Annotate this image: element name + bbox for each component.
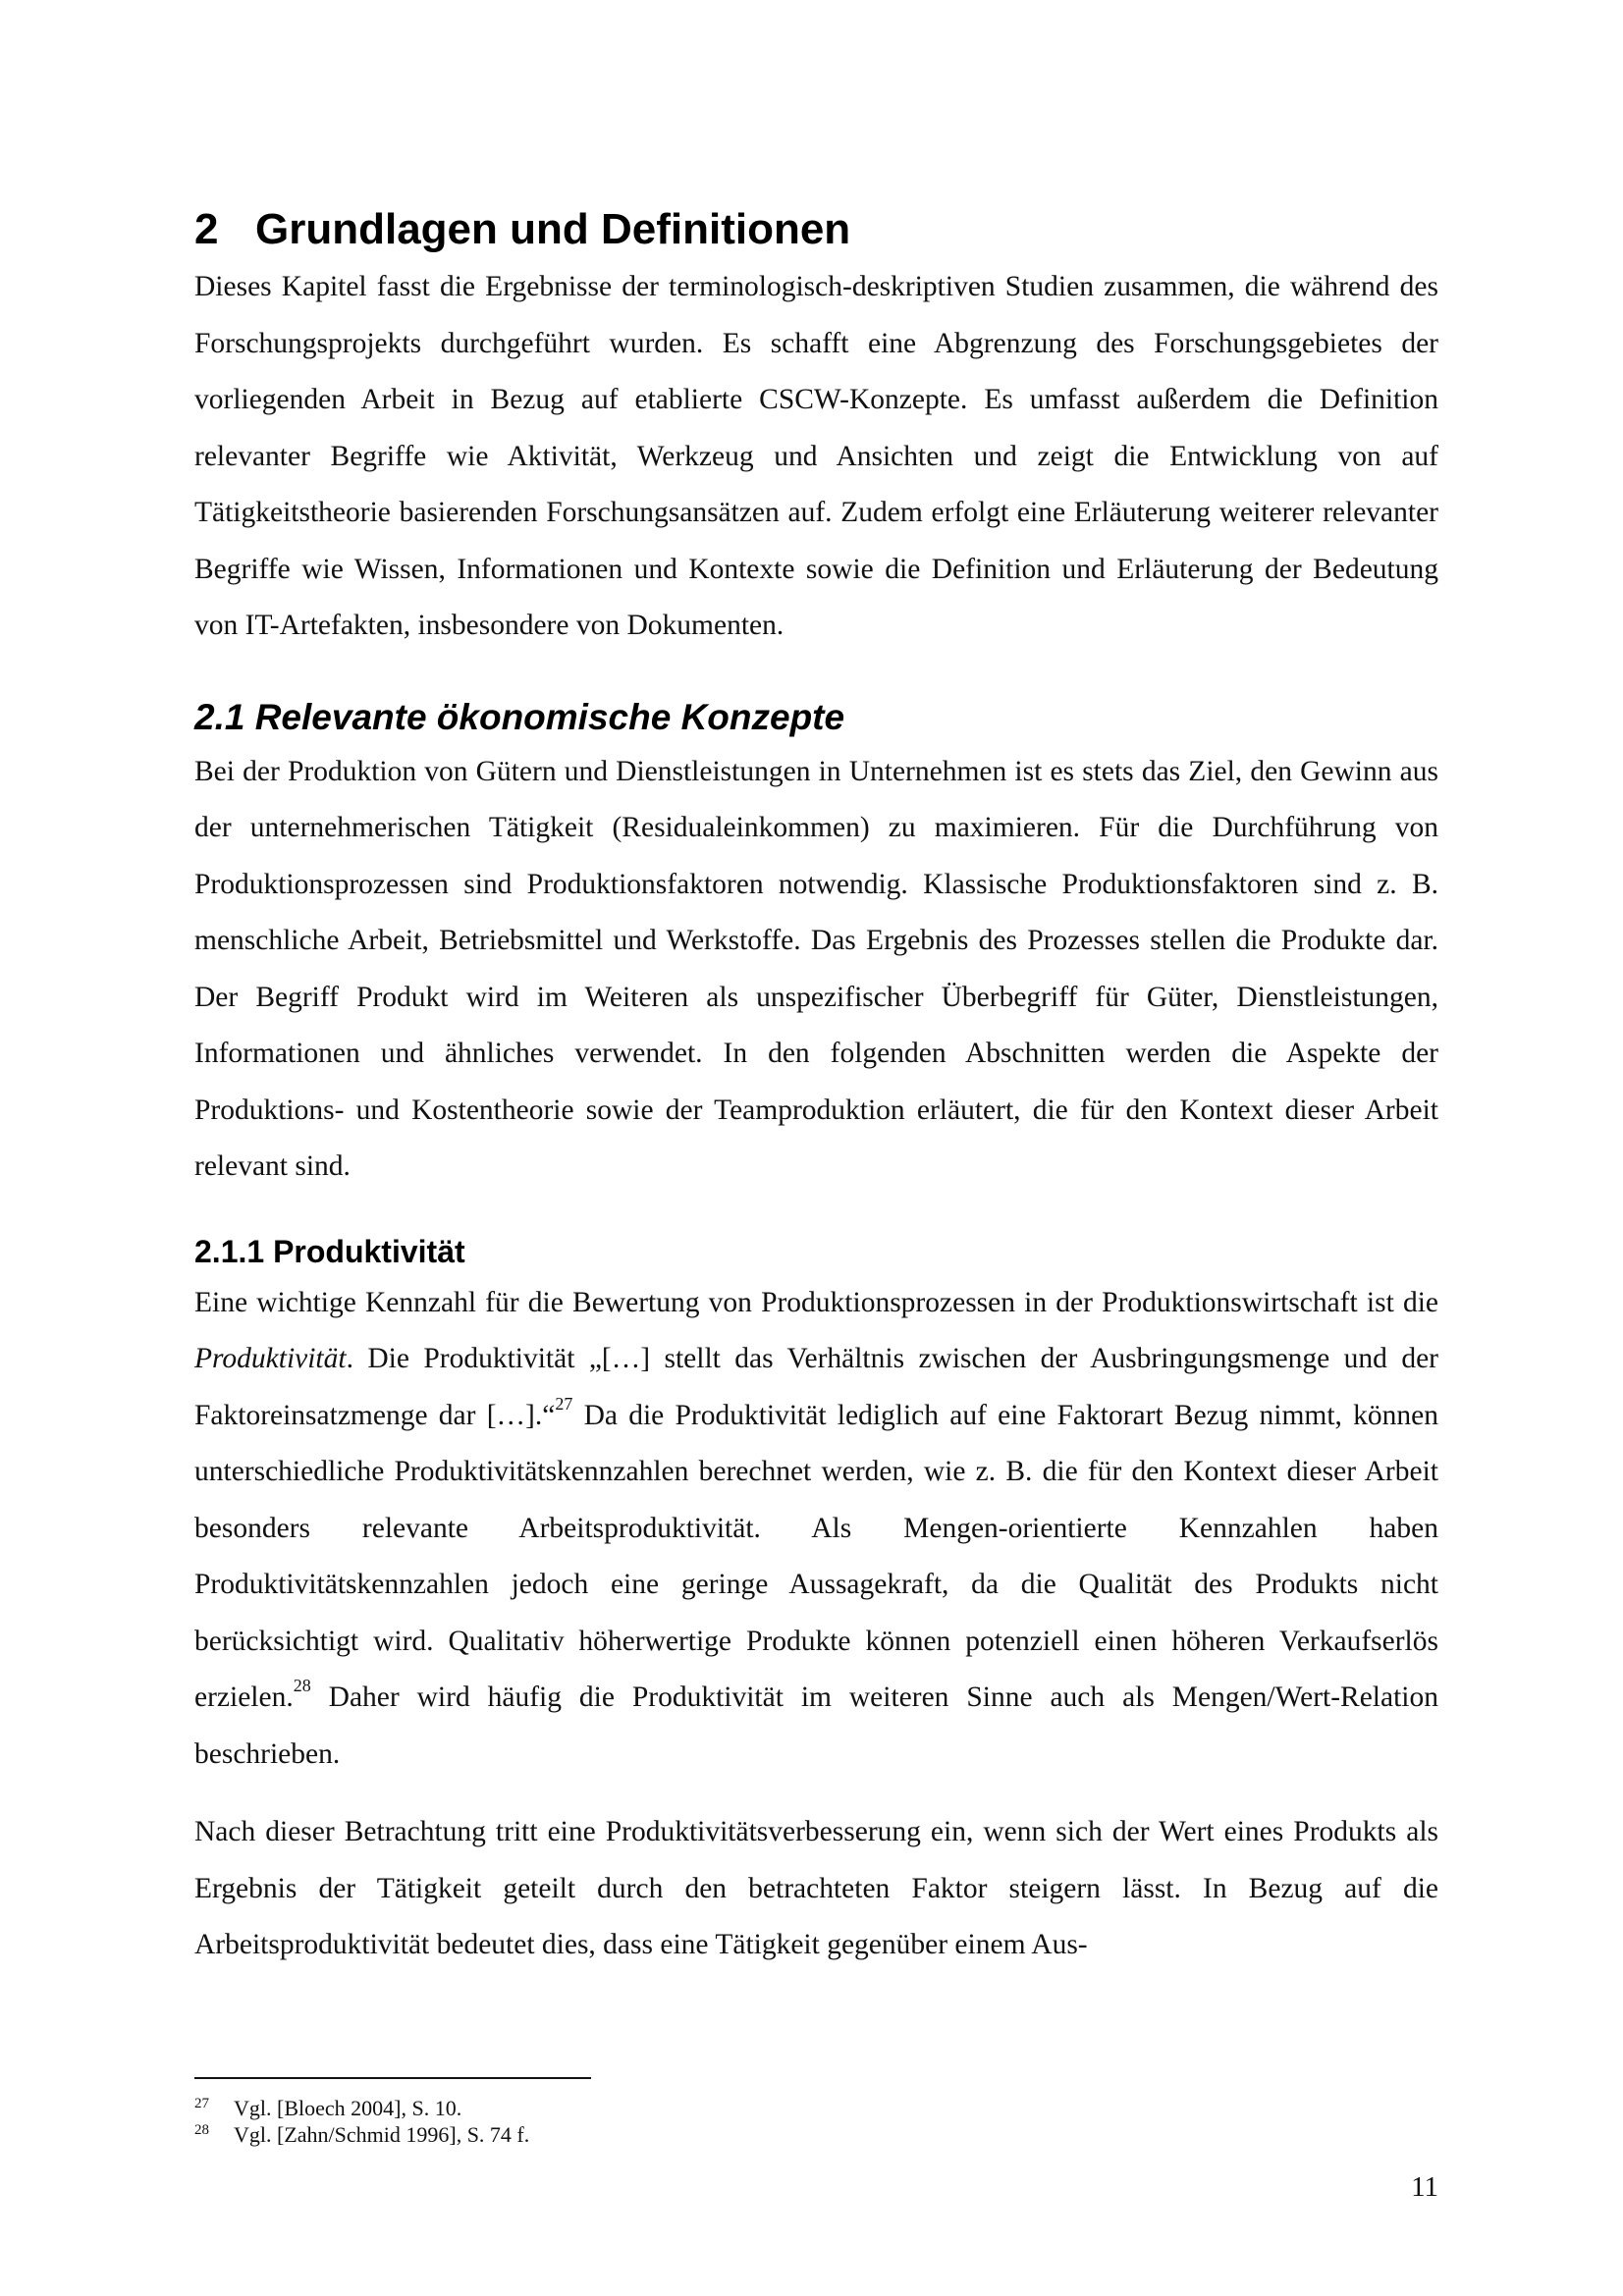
text-run: Da die Produktivität lediglich auf eine Faktorart Bezug nimmt, können unterschiedliche Produktivitätskennzahlen berechnet werden, wie z. B. die für den Kontext dieser Arbeit besonders relevante Arbeitsproduktivität. Als Mengen-orientierte Kennzahlen haben Produktivitätskennzahlen jedoch eine geringe Aussagekraft, da die Qualität des Produkts nicht berücksichtigt wird. Qualitativ höherwertige Produkte können potenziell einen höheren Verkaufserlös erzielen. [194,1399,1438,1714]
productivity-paragraph [194,1275,1438,1784]
footnote-reference[interactable]: 28 [293,1676,311,1696]
footnote-text: Vgl. [Zahn/Schmid 1996], S. 74 f. [234,2122,530,2147]
footnote-number: 28 [194,2122,209,2138]
chapter-title: Grundlagen und Definitionen [255,205,851,253]
text-run: . Die Produktivität „[…] stellt das Verhältnis zwischen der Ausbringungsmenge und der Faktoreinsatzmenge dar […].“ [194,1343,1438,1431]
emphasized-term: Produktivität [194,1343,347,1375]
section-paragraph: Bei der Produktion von Gütern und Dienstleistungen in Unternehmen ist es stets das Ziel, den Gewinn aus der unternehmerischen Tätigkeit (Residualeinkommen) zu maximieren. Für die Durchführung von Produktionsprozessen sind Produktionsfaktoren notwendig. Klassische Produktionsfaktoren sind z. B. menschliche Arbeit, Betriebsmittel und Werkstoffe. Das Ergebnis des Prozesses stellen die Produkte dar. Der Begriff Produkt wird im Weiteren als unspezifischer Überbegriff für Güter, Dienstleistungen, Informationen und ähnliches verwendet. In den folgenden Abschnitten werden die Aspekte der Produktions- und Kostentheorie sowie der Teamproduktion erläutert, die für den Kontext dieser Arbeit relevant sind. [194,755,1438,1183]
chapter-number: 2 [194,205,219,253]
footnote-reference[interactable]: 27 [555,1393,573,1414]
page-number: 11 [1411,2171,1438,2203]
text-run: Eine wichtige Kennzahl für die Bewertung von Produktionsprozessen in der Produktionswirtschaft ist die [194,1286,1438,1318]
chapter-heading [194,206,1438,253]
section-heading: 2.1 Relevante ökonomische Konzepte [194,696,845,737]
footnote-number: 27 [194,2096,209,2111]
document-page [194,206,1438,1974]
footnote-separator [194,2077,591,2079]
productivity-paragraph-2: Nach dieser Betrachtung tritt eine Produktivitätsverbesserung ein, wenn sich der Wert eines Produkts als Ergebnis der Tätigkeit geteilt durch den betrachteten Faktor steigern lässt. In Bezug auf die Arbeitsproduktivität bedeutet dies, dass eine Tätigkeit gegenüber einem Aus- [194,1816,1438,1961]
footnote [194,2121,980,2148]
chapter-intro-paragraph: Dieses Kapitel fasst die Ergebnisse der terminologisch-deskriptiven Studien zusammen, die während des Forschungsprojekts durchgeführt wurden. Es schafft eine Abgrenzung des Forschungsgebietes der vorliegenden Arbeit in Bezug auf etablierte CSCW-Konzepte. Es umfasst außerdem die Definition relevanter Begriffe wie Aktivität, Werkzeug und Ansichten und zeigt die Entwicklung von auf Tätigkeitstheorie basierenden Forschungsansätzen auf. Zudem erfolgt eine Erläuterung weiterer relevanter Begriffe wie Wissen, Informationen und Kontexte sowie die Definition und Erläuterung der Bedeutung von IT-Artefakten, insbesondere von Dokumenten. [194,271,1438,642]
footnotes [194,2095,980,2148]
text-run: Daher wird häufig die Produktivität im weiteren Sinne auch als Mengen/Wert-Relation beschrieben. [194,1682,1438,1770]
footnote-text: Vgl. [Bloech 2004], S. 10. [234,2096,462,2120]
footnote [194,2095,980,2121]
subsection-heading: 2.1.1 Produktivität [194,1233,465,1269]
